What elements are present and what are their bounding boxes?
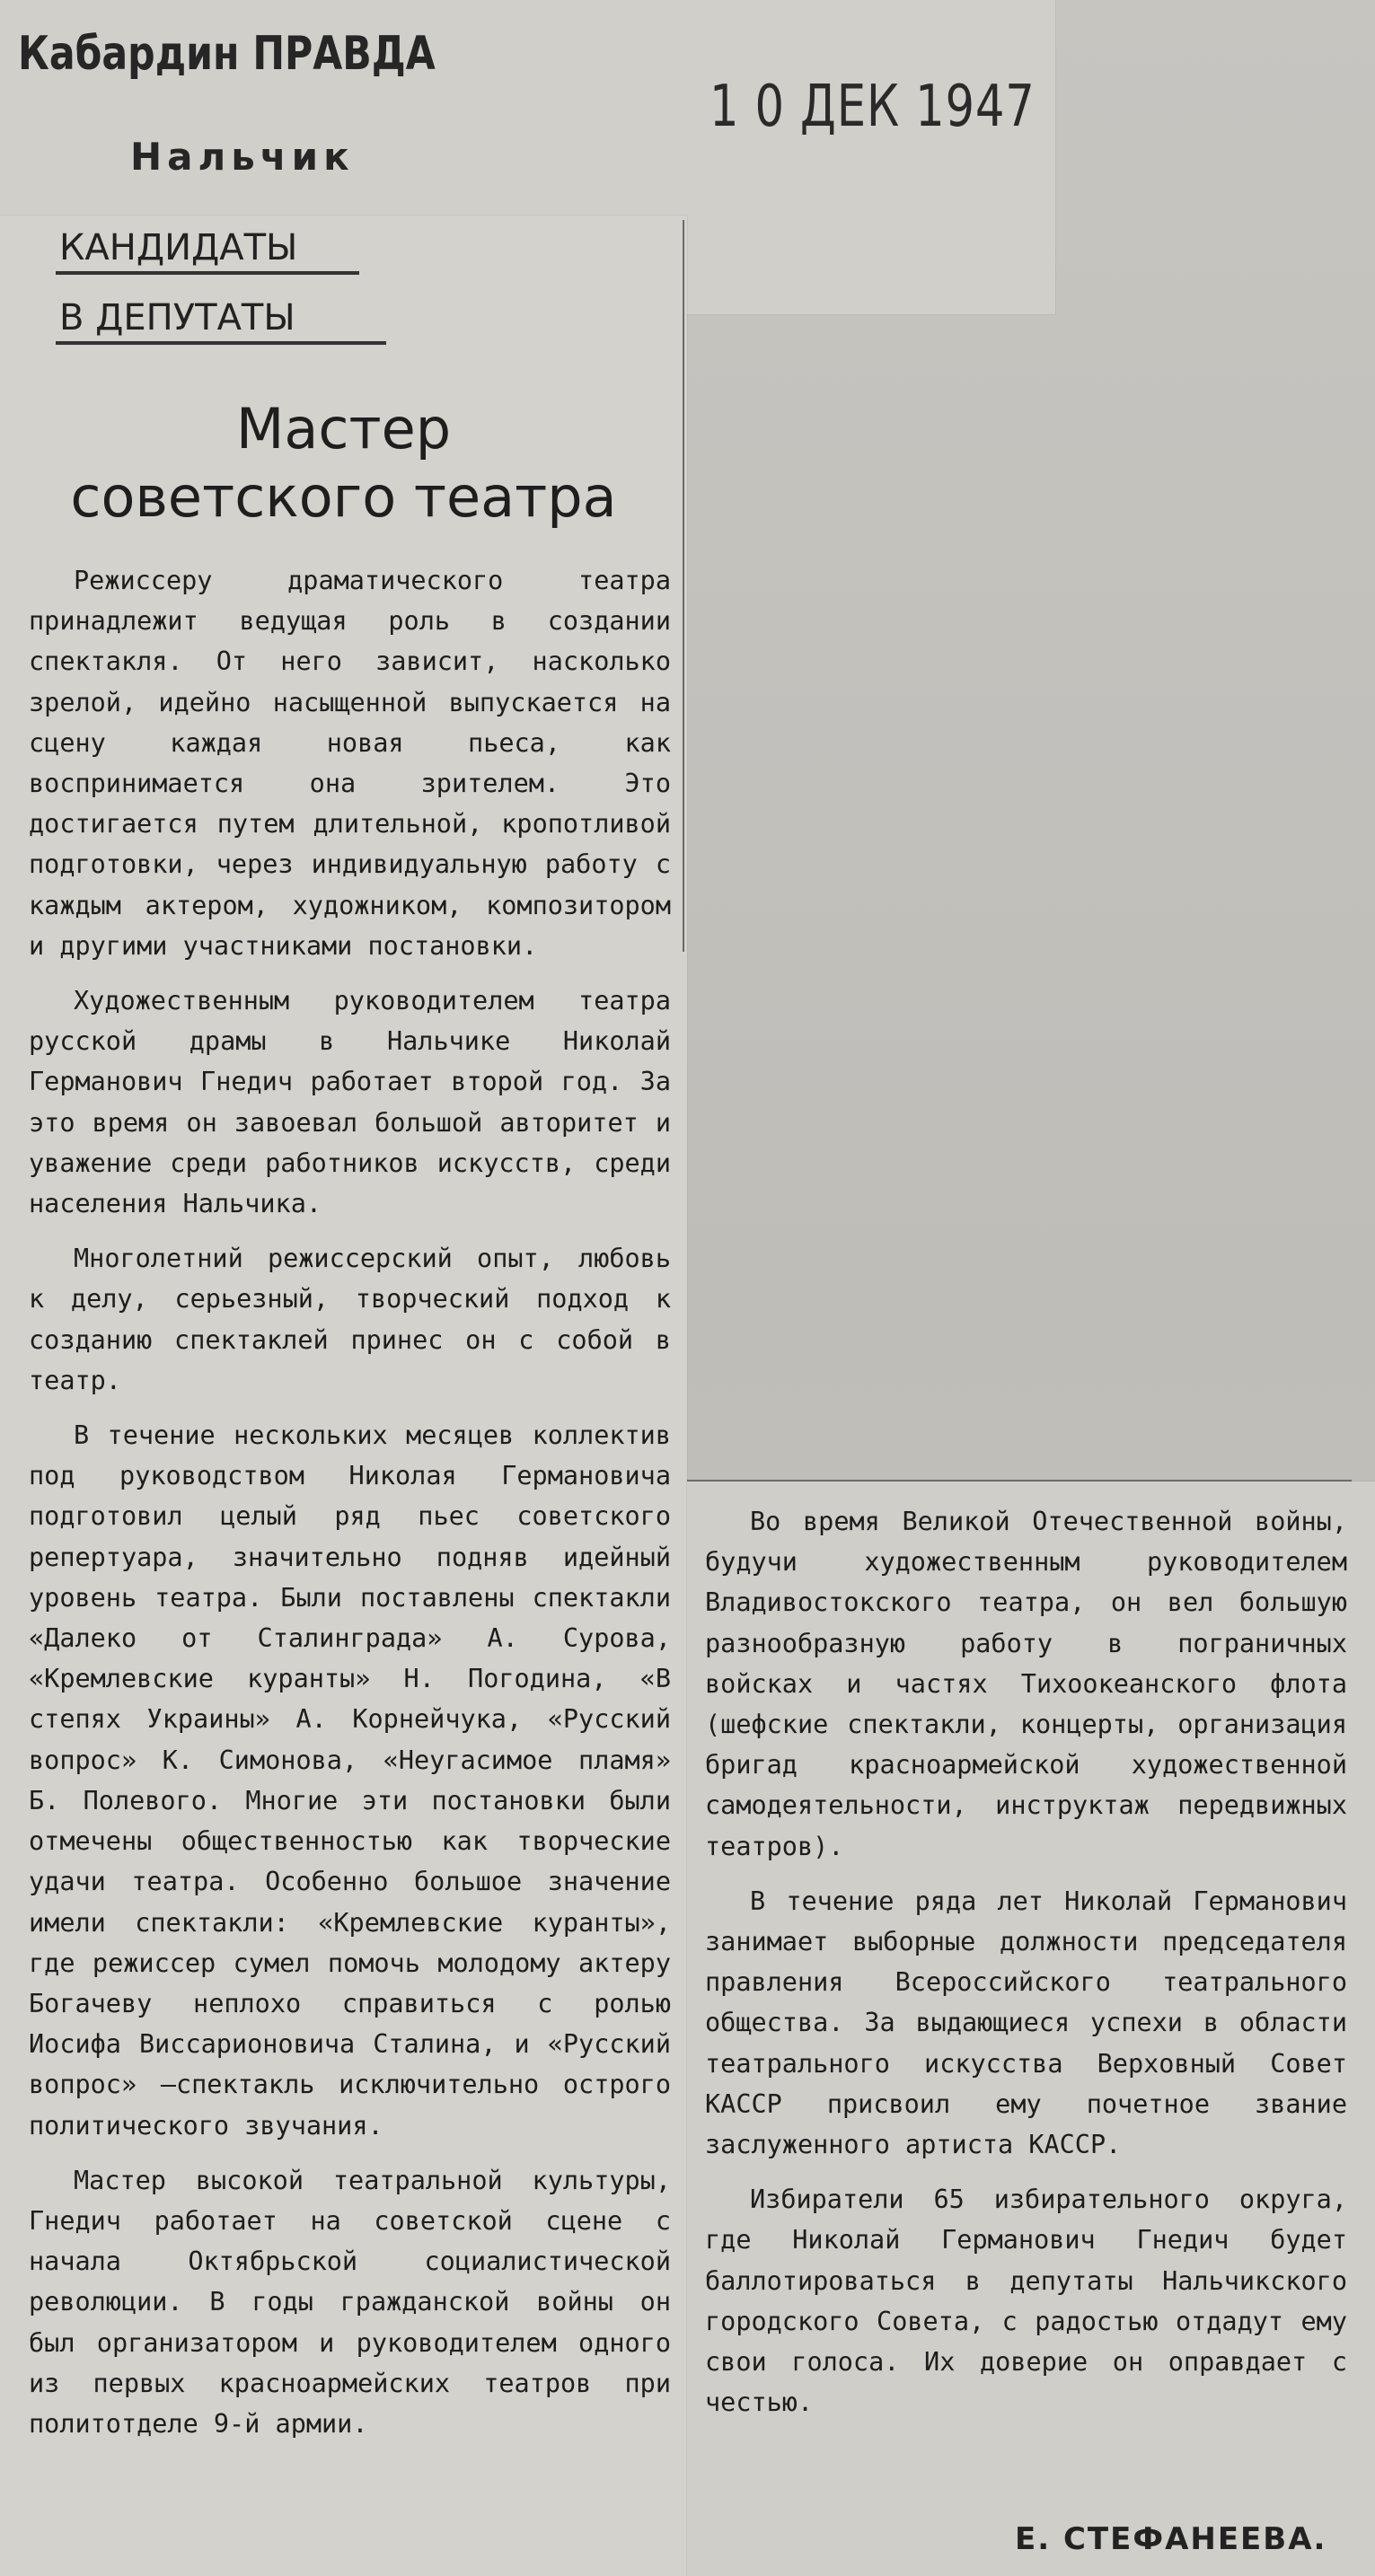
headline-line-2: советского театра [70,464,617,530]
newspaper-name-stamp: Кабардин ПРАВДА [18,27,436,81]
article-left-column [29,560,671,2451]
paragraph: Художественным руководителем театра русской драмы в Нальчике Николай Германович Гнедич работает второй год. За это время он завоевал большой авторитет и уважение среди работников искусств, среди населения Нальчика. [29,986,671,1219]
paragraph: В течение нескольких месяцев коллектив под руководством Николая Германовича подготовил целый ряд пьес советского репертуара, значительно подняв идейный уровень театра. Были поставлены спектакли «Далеко от Сталинграда» А. Сурова, «Кремлевские куранты» Н. Погодина, «В степях Украины» А. Корнейчука, «Русский вопрос» К. Симонова, «Неугасимое пламя» Б. Полевого. Многие эти постановки были отмечены общественностью как творческие удачи театра. Особенно большое значение имели спектакли: «Кремлевские куранты», где режиссер сумел помочь молодому актеру Богачеву неплохо справиться с ролью Иосифа Виссарионовича Сталина, и «Русский вопрос» —спектакль исключительно острого политического звучания. [29,1420,671,2141]
article-right-column [705,1501,1347,2430]
paragraph: В течение ряда лет Николай Германович занимает выборные должности председателя правления Всероссийского театрального общества. За выдающиеся успехи в области театрального искусства Верховный Совет КАССР присвоил ему почетное звание заслуженного артиста КАССР. [705,1886,1347,2160]
author-signature: Е. СТЕФАНЕЕВА. [1015,2521,1327,2557]
rubric-line-candidates: КАНДИДАТЫ [56,224,359,275]
column-edge-rule [683,220,684,952]
date-stamp: 1 0 ДЕК 1947 [710,74,1036,140]
clipping-edge-rule [687,1480,1352,1481]
paragraph: Мастер высокой театральной культуры, Гнедич работает на советской сцене с начала Октябрьской социалистической революции. В годы гражданской войны он был организатором и руководителем одного из первых красноармейских театров при политотделе 9-й армии. [29,2165,671,2439]
paragraph: Избиратели 65 избирательного округа, где Николай Германович Гнедич будет баллотироваться в депутаты Нальчикского городского Совета, с радостью отдадут ему свои голоса. Их доверие он оправдает с честью. [705,2185,1347,2418]
paragraph: Режиссеру драматического театра принадлежит ведущая роль в создании спектакля. От него зависит, насколько зрелой, идейно насыщенной выпускается на сцену каждая новая пьеса, как воспринимается она зрителем. Это достигается путем длительной, кропотливой подготовки, через индивидуальную работу с каждым актером, художником, композитором и другими участниками постановки. [29,566,671,961]
rubric [56,224,386,365]
newspaper-city-stamp: Нальчик [130,135,355,179]
rubric-line-deputies: В ДЕПУТАТЫ [56,295,386,345]
headline-line-1: Мастер [235,396,452,462]
article-headline [0,395,687,532]
paragraph: Во время Великой Отечественной войны, будучи художественным руководителем Владивостокского театра, он вел большую разнообразную работу в пограничных войсках и частях Тихоокеанского флота (шефские спектакли, концерты, организация бригад красноармейской художественной самодеятельности, инструктаж передвижных театров). [705,1507,1347,1861]
paragraph: Многолетний режиссерский опыт, любовь к делу, серьезный, творческий подход к созданию спектаклей принес он с собой в театр. [29,1244,671,1395]
